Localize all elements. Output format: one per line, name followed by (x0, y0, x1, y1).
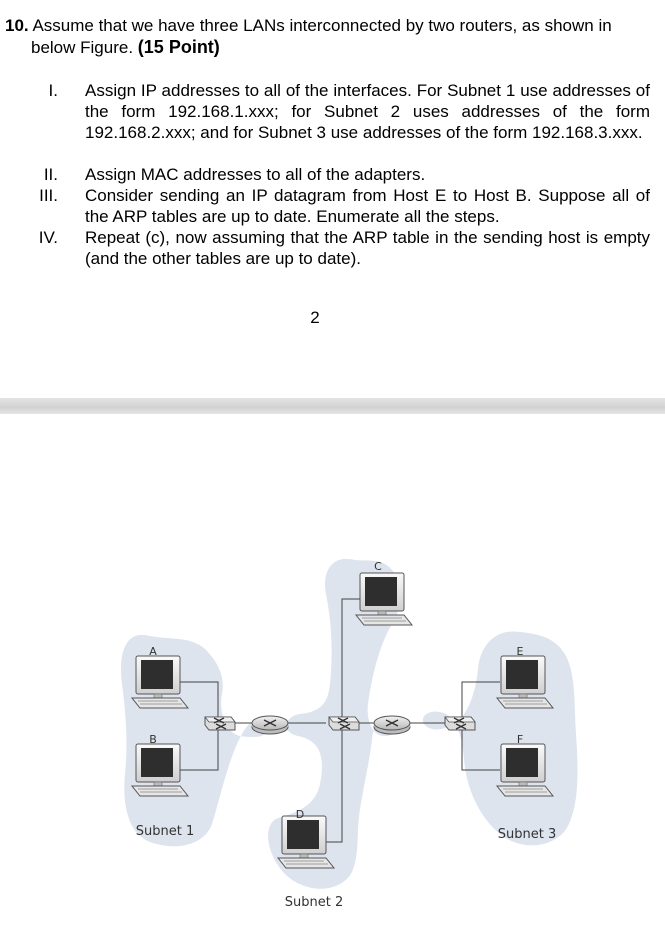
item-text: Assign IP addresses to all of the interfaces. For Subnet 1 use addresses of the form 192.168.1.xxx; for Subnet 2 uses addresses of the form 192.168.2.xxx; and for Subnet 3 use addresses of the form 192.168.3.xxx. (85, 81, 650, 142)
question-text-line2: below Figure. (31, 38, 134, 57)
item-numeral: I. (48, 81, 58, 100)
item-text: Consider sending an IP datagram from Host E to Host B. Suppose all of the ARP tables are up to date. Enumerate all the steps. (85, 186, 650, 226)
question-points: (15 Point) (137, 37, 220, 57)
item-numeral: II. (43, 165, 58, 184)
page-number: 2 (310, 308, 320, 327)
network-diagram (0, 414, 665, 930)
host-c-label: C (374, 560, 382, 573)
switch-subnet2 (329, 717, 359, 730)
host-a-label: A (149, 645, 157, 658)
host-d-computer-icon (278, 816, 334, 868)
item-numeral: III. (39, 186, 58, 205)
router-2 (374, 716, 410, 734)
subnet2-label: Subnet 2 (284, 895, 344, 910)
host-f-label: F (516, 733, 524, 746)
question-number: 10. (5, 16, 29, 35)
subnet3-label: Subnet 3 (497, 827, 557, 842)
page-break-divider (0, 398, 665, 414)
host-a-computer-icon (132, 656, 188, 708)
network-figure (0, 414, 665, 930)
switch-subnet3 (445, 717, 475, 730)
host-b-computer-icon (132, 744, 188, 796)
router-1 (252, 716, 288, 734)
question-header (5, 15, 655, 36)
host-f-computer-icon (497, 744, 553, 796)
question-header-line2 (31, 37, 220, 58)
subnet1-label: Subnet 1 (135, 824, 195, 839)
host-c-computer-icon (356, 573, 412, 625)
subnet3-region (423, 631, 578, 845)
host-e-label: E (516, 645, 524, 658)
item-numeral: IV. (38, 228, 58, 247)
host-d-label: D (295, 808, 305, 821)
item-text: Assign MAC addresses to all of the adapters. (85, 165, 426, 184)
item-text: Repeat (c), now assuming that the ARP table in the sending host is empty (and the other tables are up to date). (85, 228, 650, 268)
question-text-line1: Assume that we have three LANs interconnected by two routers, as shown in (32, 16, 612, 35)
switch-subnet1 (205, 717, 235, 730)
host-b-label: B (149, 733, 157, 746)
host-e-computer-icon (497, 656, 553, 708)
